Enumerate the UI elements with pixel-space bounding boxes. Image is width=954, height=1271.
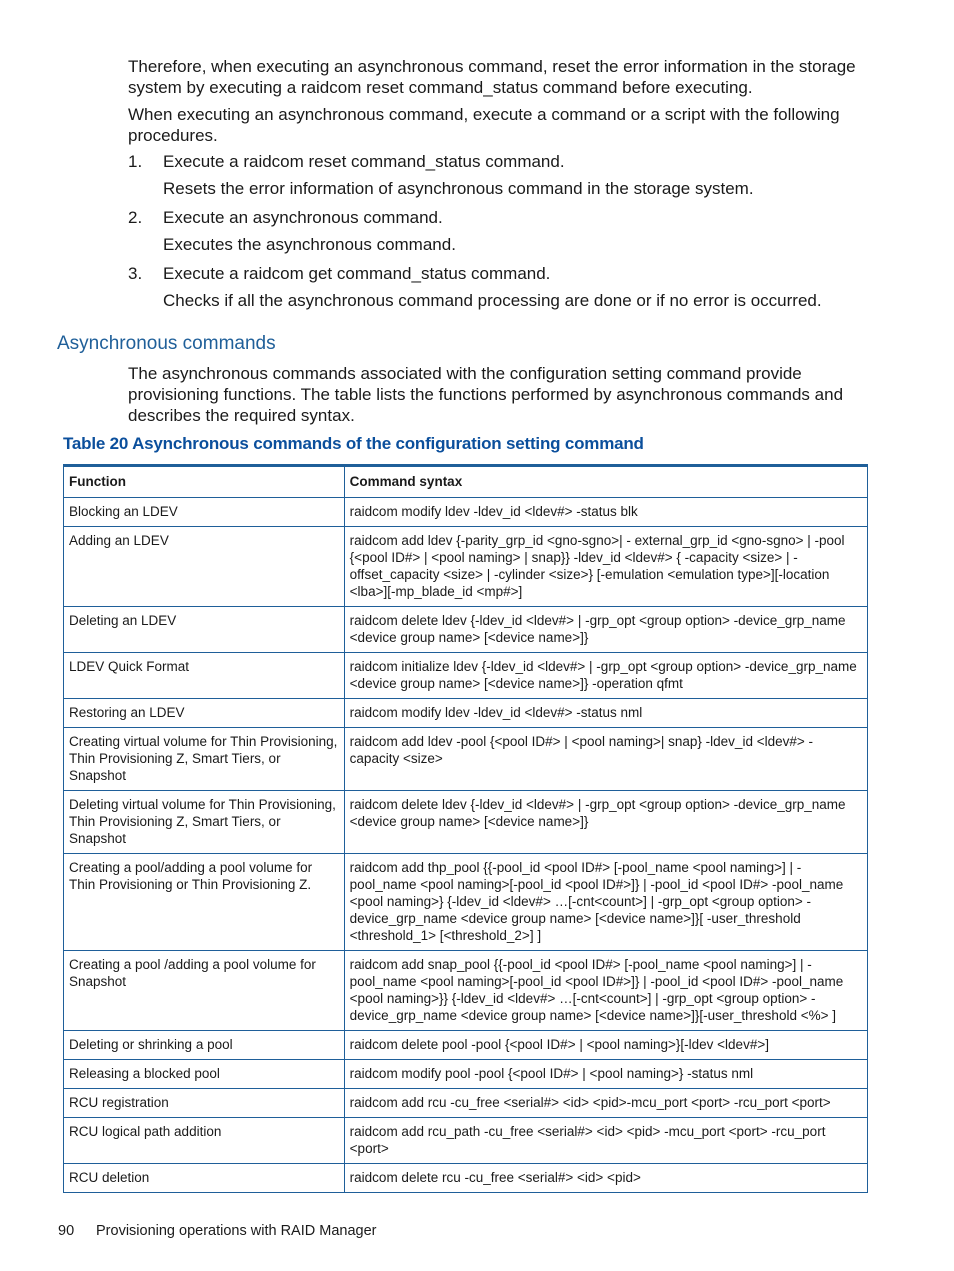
page-number: 90	[58, 1223, 75, 1239]
table-row	[64, 699, 868, 728]
column-header-command-syntax: Command syntax	[344, 467, 867, 498]
table-row	[64, 1060, 868, 1089]
table-row	[64, 653, 868, 699]
syntax-cell: raidcom add rcu_path -cu_free <serial#> <id> <pid> -mcu_port <port> -rcu_port <port>	[344, 1118, 867, 1164]
syntax-cell: raidcom delete rcu -cu_free <serial#> <id> <pid>	[344, 1164, 867, 1193]
syntax-cell: raidcom delete ldev {-ldev_id <ldev#> | -grp_opt <group option> -device_grp_name <device group name> [<device name>]}	[344, 791, 867, 854]
syntax-cell: raidcom modify ldev -ldev_id <ldev#> -status blk	[344, 498, 867, 527]
function-cell: RCU deletion	[64, 1164, 345, 1193]
function-cell: Adding an LDEV	[64, 527, 345, 607]
function-cell: RCU logical path addition	[64, 1118, 345, 1164]
syntax-cell: raidcom modify ldev -ldev_id <ldev#> -status nml	[344, 699, 867, 728]
syntax-cell: raidcom add ldev {-parity_grp_id <gno-sgno>| - external_grp_id <gno-sgno> | -pool {<pool ID#> | <pool naming> | snap}} -ldev_id <ldev#> { -capacity <size> | -offset_capacity <size> | -cylinder <size>} [-emulation <emulation type>][-location <lba>][-mp_blade_id <mp#>]	[344, 527, 867, 607]
table-row	[64, 1118, 868, 1164]
intro-paragraph-2: When executing an asynchronous command, execute a command or a script with the following procedures.	[128, 105, 840, 145]
section-body: The asynchronous commands associated with the configuration setting command provide provisioning functions. The table lists the functions performed by asynchronous commands and describes the required syntax.	[128, 364, 844, 425]
function-cell: Creating virtual volume for Thin Provisioning, Thin Provisioning Z, Smart Tiers, or Snapshot	[64, 728, 345, 791]
section-heading: Asynchronous commands	[57, 333, 276, 354]
syntax-cell: raidcom add ldev -pool {<pool ID#> | <pool naming>| snap} -ldev_id <ldev#> -capacity <size>	[344, 728, 867, 791]
function-cell: Creating a pool/adding a pool volume for Thin Provisioning or Thin Provisioning Z.	[64, 854, 345, 951]
syntax-cell: raidcom modify pool -pool {<pool ID#> | <pool naming>} -status nml	[344, 1060, 867, 1089]
step-detail: Checks if all the asynchronous command processing are done or if no error is occurred.	[163, 291, 822, 310]
table-row	[64, 1031, 868, 1060]
commands-table	[63, 466, 868, 1193]
column-header-function: Function	[64, 467, 345, 498]
function-cell: Restoring an LDEV	[64, 699, 345, 728]
syntax-cell: raidcom delete ldev {-ldev_id <ldev#> | -grp_opt <group option> -device_grp_name <device group name> [<device name>]}	[344, 607, 867, 653]
function-cell: Deleting an LDEV	[64, 607, 345, 653]
function-cell: Blocking an LDEV	[64, 498, 345, 527]
intro-paragraph-1: Therefore, when executing an asynchronous command, reset the error information in the storage system by executing a raidcom reset command_status command before executing.	[128, 57, 856, 97]
table-row	[64, 607, 868, 653]
syntax-cell: raidcom initialize ldev {-ldev_id <ldev#> | -grp_opt <group option> -device_grp_name <device group name> [<device name>]} -operation qfmt	[344, 653, 867, 699]
step-number: 1.	[128, 152, 143, 171]
syntax-cell: raidcom add snap_pool {{-pool_id <pool ID#> [-pool_name <pool naming>] | -pool_name <pool naming>[-pool_id <pool ID#>]} | -pool_id <pool ID#> -pool_name <pool naming>}} {-ldev_id <ldev#> …[-cnt<count>] | -grp_opt <group option> -device_grp_name <device group name> [<device name>]}[-user_threshold <%> ]	[344, 951, 867, 1031]
syntax-cell: raidcom delete pool -pool {<pool ID#> | <pool naming>}[-ldev <ldev#>]	[344, 1031, 867, 1060]
step-text: Execute a raidcom reset command_status command.	[163, 152, 565, 171]
table-row	[64, 854, 868, 951]
table-row	[64, 951, 868, 1031]
function-cell: Creating a pool /adding a pool volume for Snapshot	[64, 951, 345, 1031]
table-header-row	[64, 467, 868, 498]
footer-chapter-title: Provisioning operations with RAID Manager	[96, 1223, 377, 1239]
step-detail: Resets the error information of asynchronous command in the storage system.	[163, 179, 754, 198]
step-text: Execute an asynchronous command.	[163, 208, 443, 227]
function-cell: Releasing a blocked pool	[64, 1060, 345, 1089]
function-cell: Deleting virtual volume for Thin Provisioning, Thin Provisioning Z, Smart Tiers, or Snapshot	[64, 791, 345, 854]
step-number: 3.	[128, 264, 143, 283]
table-caption: Table 20 Asynchronous commands of the configuration setting command	[63, 434, 644, 453]
table-row	[64, 791, 868, 854]
step-detail: Executes the asynchronous command.	[163, 235, 456, 254]
function-cell: Deleting or shrinking a pool	[64, 1031, 345, 1060]
table-row	[64, 527, 868, 607]
step-text: Execute a raidcom get command_status command.	[163, 264, 551, 283]
table-row	[64, 728, 868, 791]
table-row	[64, 498, 868, 527]
function-cell: RCU registration	[64, 1089, 345, 1118]
step-number: 2.	[128, 208, 143, 227]
syntax-cell: raidcom add thp_pool {{-pool_id <pool ID#> [-pool_name <pool naming>] | -pool_name <pool naming>[-pool_id <pool ID#>]} | -pool_id <pool ID#> -pool_name <pool naming>} {-ldev_id <ldev#> …[-cnt<count>] | -grp_opt <group option> -device_grp_name <device group name> [<device name>]}[ -user_threshold <threshold_1> [<threshold_2>] ]	[344, 854, 867, 951]
syntax-cell: raidcom add rcu -cu_free <serial#> <id> <pid>-mcu_port <port> -rcu_port <port>	[344, 1089, 867, 1118]
table-row	[64, 1164, 868, 1193]
table-row	[64, 1089, 868, 1118]
function-cell: LDEV Quick Format	[64, 653, 345, 699]
